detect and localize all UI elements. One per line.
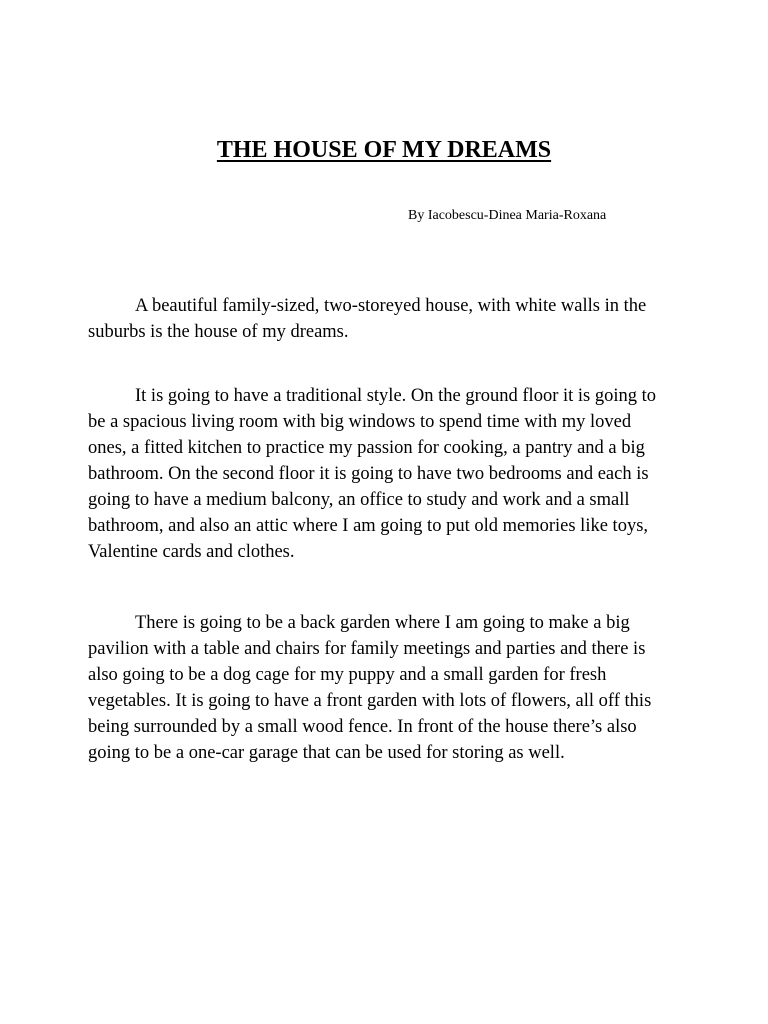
author-line: By Iacobescu-Dinea Maria-Roxana (408, 208, 607, 223)
paragraph-2: It is going to have a traditional style. On the ground floor it is going to be a spacious living room with big windows to spend time with my loved ones, a fitted kitchen to practice my passion for cooking, a pantry and a big bathroom. On the second floor it is going to have two bedrooms and each is going to have a medium balcony, an office to study and work and a small bathroom, and also an attic where I am going to put old memories like toys, Valentine cards and clothes. (88, 386, 657, 562)
paragraph-3: There is going to be a back garden where I am going to make a big pavilion with a table and chairs for family meetings and parties and there is also going to be a dog cage for my puppy and a small garden for fresh vegetables. It is going to have a front garden with lots of flowers, all off this being surrounded by a small wood fence. In front of the house there’s also going to be a one-car garage that can be used for storing as well. (88, 613, 652, 763)
document-title: THE HOUSE OF MY DREAMS (216, 137, 552, 163)
paragraph-1: A beautiful family-sized, two-storeyed house, with white walls in the suburbs is the house of my dreams. (88, 296, 647, 342)
